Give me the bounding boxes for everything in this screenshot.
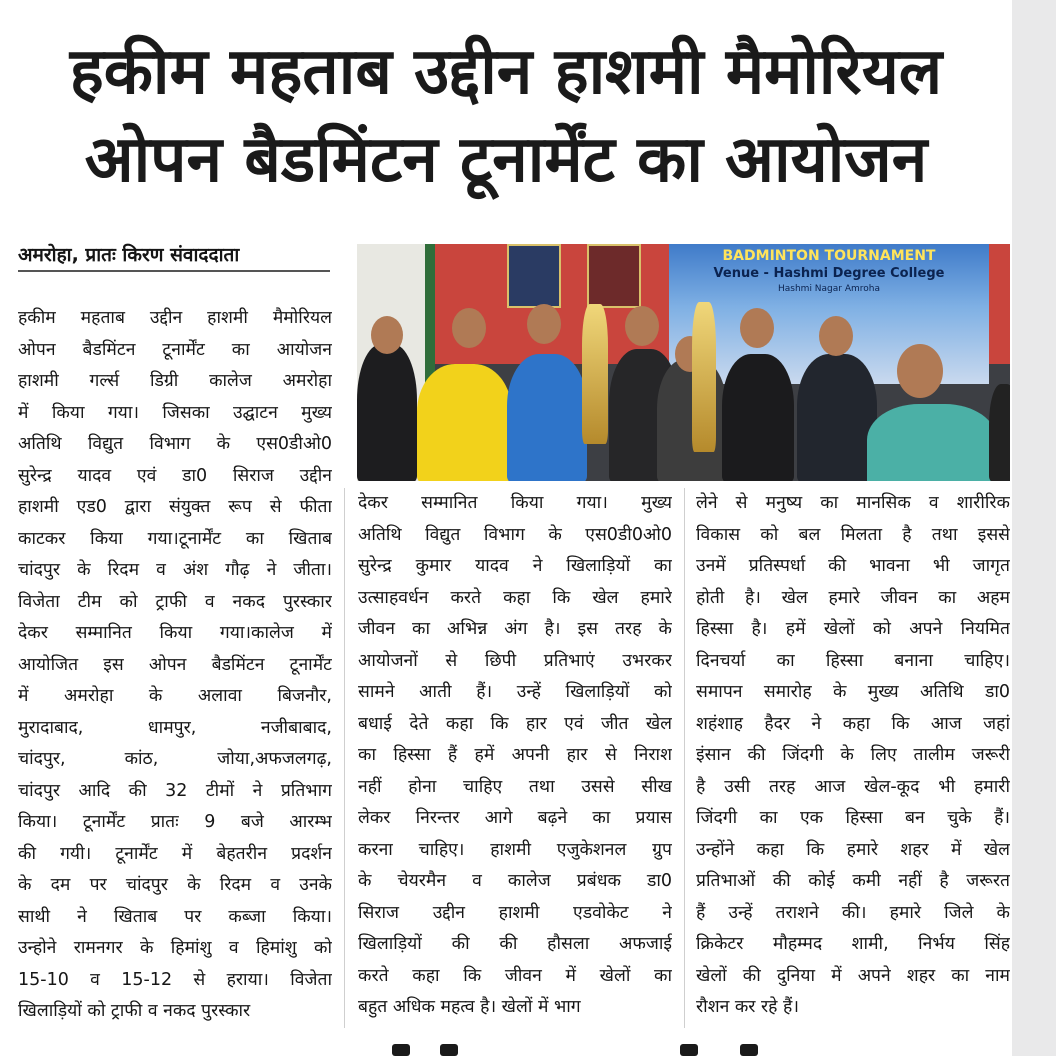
article-line: विजेता टीम को ट्राफी व नकद पुरस्कार [18, 591, 332, 612]
person-head [740, 308, 774, 348]
byline: अमरोहा, प्रातः किरण संवाददाता [18, 240, 330, 272]
article-line: हाशमी गर्ल्स डिग्री कालेज अमरोहा [18, 371, 332, 391]
person-head [527, 304, 561, 344]
article-line: क्रिकेटर मौहम्मद शामी, निर्भय सिंह [696, 934, 1010, 954]
person-yellow-shirt [417, 364, 512, 481]
article-line: हकीम महताब उद्दीन हाशमी मैमोरियल [18, 308, 332, 328]
article-line: चांदपुर आदि की 32 टीमों ने प्रतिभाग [18, 780, 332, 801]
tournament-photo [357, 244, 1010, 481]
article-line: साथी ने खिताब पर कब्जा किया। [18, 906, 332, 927]
person-teal-shirt [867, 404, 997, 481]
person [797, 354, 877, 481]
article-line: नहीं होना चाहिए तथा उससे सीख [358, 776, 672, 797]
article-line: बधाई देते कहा कि हार एवं जीत खेल [358, 713, 672, 734]
article-line: आयोजित इस ओपन बैडमिंटन टूनार्मेंट [18, 654, 332, 675]
person-head [819, 316, 853, 356]
article-line: अतिथि विद्युत विभाग के एस0डी0ओ0 [358, 524, 672, 545]
article-line: ओपन बैडमिंटन टूनार्मेंट का आयोजन [18, 339, 332, 360]
column-divider [344, 488, 345, 1028]
article-line: लेने से मनुष्य का मानसिक व शारीरिक [696, 493, 1010, 513]
photo-portrait [587, 244, 641, 308]
banner-title: BADMINTON TOURNAMENT [722, 248, 936, 264]
article-line: में किया गया। जिसका उद्घाटन मुख्य [18, 402, 332, 423]
article-line: मुरादाबाद, धामपुर, नजीबाबाद, [18, 717, 332, 738]
article-line: काटकर किया गया।टूनार्मेंट का खिताब [18, 528, 332, 549]
article-line: के चेयरमैन व कालेज प्रबंधक डा0 [358, 871, 672, 891]
article-line: आयोजनों से छिपी प्रतिभाएं उभरकर [358, 650, 672, 671]
person [722, 354, 794, 481]
article-line: उन्होने रामनगर के हिमांशु व हिमांशु को [18, 938, 332, 958]
article-line: हाशमी एड0 द्वारा संयुक्त रूप से फीता [18, 497, 332, 517]
article-line: चांदपुर, कांठ, जोया,अफजलगढ़, [18, 749, 332, 769]
article-line: देकर सम्मानित किया गया। मुख्य [358, 493, 672, 513]
article-line: सिराज उद्दीन हाशमी एडवोकेट ने [358, 902, 672, 923]
article-line: होती है। खेल हमारे जीवन का अहम [696, 587, 1010, 608]
article-line: दिनचर्या का हिस्सा बनाना चाहिए। [696, 650, 1010, 671]
article-line: शहंशाह हैदर ने कहा कि आज जहां [696, 713, 1010, 734]
person-head [897, 344, 943, 398]
article-line: 15-10 व 15-12 से हराया। विजेता [18, 969, 332, 990]
article-line: उन्होंने कहा कि हमारे शहर में खेल [696, 839, 1010, 860]
article-line: सुरेन्द्र यादव एवं डा0 सिराज उद्दीन [18, 465, 332, 486]
article-line: विकास को बल मिलता है तथा इससे [696, 524, 1010, 545]
article-line: खिलाड़ियों को ट्राफी व नकद पुरस्कार [18, 1001, 251, 1021]
person [989, 384, 1010, 481]
article-line: प्रतिभाओं की कोई कमी नहीं है जरूरत [696, 871, 1010, 891]
article-line: सुरेन्द्र कुमार यादव ने खिलाड़ियों का [358, 556, 672, 576]
person-blue-shirt [507, 354, 587, 481]
person-head [452, 308, 486, 348]
article-line: खेलों की दुनिया में अपने शहर का नाम [696, 965, 1010, 986]
article-line: में अमरोहा के अलावा बिजनौर, [18, 686, 332, 706]
article-line: उनमें प्रतिस्पर्धा की भावना भी जागृत [696, 556, 1010, 576]
article-line: हैं उन्हें तराशने की। हमारे जिले के [696, 902, 1010, 923]
article-line: चांदपुर के रिदम व अंश गौढ़ ने जीता। [18, 560, 332, 580]
article-line: सामने आती हैं। उन्हें खिलाड़ियों को [358, 682, 672, 702]
article-line: लेकर निरन्तर आगे बढ़ने का प्रयास [358, 808, 672, 828]
person [357, 344, 417, 481]
next-headline-fragment [380, 1040, 860, 1056]
trophy [692, 302, 716, 452]
article-line: किया। टूनार्मेंट प्रातः 9 बजे आरम्भ [18, 812, 332, 832]
article-line: का हिस्सा हैं हमें अपनी हार से निराश [358, 745, 672, 765]
article-line: उत्साहवर्धन करते कहा कि खेल हमारे [358, 587, 672, 608]
headline-line-2: ओपन बैडमिंटन टूनार्मेंट का आयोजन [84, 123, 928, 197]
article-line: इंसान की जिंदगी के लिए तालीम जरूरी [696, 745, 1010, 765]
trophy [582, 304, 608, 444]
article-line: हिस्सा है। हमें खेलों को अपने नियमित [696, 619, 1010, 639]
article-column-1 [18, 303, 332, 1028]
article-line: की गयी। टूनार्मेंट में बेहतरीन प्रदर्शन [18, 843, 332, 864]
column-divider [684, 488, 685, 1028]
banner-subtitle: Hashmi Nagar Amroha [778, 284, 880, 294]
article-line: अतिथि विद्युत विभाग के एस0डीओ0 [18, 434, 332, 454]
article-column-3 [696, 488, 1010, 1024]
photo-portrait [507, 244, 561, 308]
page-edge [1012, 0, 1056, 1056]
article-line: खिलाड़ियों की की हौसला अफजाई [358, 934, 672, 954]
person-head [625, 306, 659, 346]
article-column-2 [358, 488, 672, 1024]
article-line: है उसी तरह आज खेल-कूद भी हमारी [696, 776, 1010, 797]
article-line: करते कहा कि जीवन में खेलों का [358, 965, 672, 986]
article-line: जीवन का अभिन्न अंग है। इस तरह के [358, 619, 672, 639]
article-line: रौशन कर रहे हैं। [696, 997, 799, 1017]
article-line: जिंदगी का एक हिस्सा बन चुके हैं। [696, 808, 1010, 828]
article-line: देकर सम्मानित किया गया।कालेज में [18, 623, 332, 643]
person-head [371, 316, 403, 354]
article-line: बहुत अधिक महत्व है। खेलों में भाग [358, 997, 581, 1017]
headline-line-1: हकीम महताब उद्दीन हाशमी मैमोरियल [69, 35, 943, 109]
article-line: समापन समारोह के मुख्य अतिथि डा0 [696, 682, 1010, 702]
article-line: के दम पर चांदपुर के रिदम व उनके [18, 875, 332, 895]
article-line: करना चाहिए। हाशमी एजुकेशनल ग्रुप [358, 839, 672, 860]
banner-venue: Venue - Hashmi Degree College [713, 266, 945, 281]
